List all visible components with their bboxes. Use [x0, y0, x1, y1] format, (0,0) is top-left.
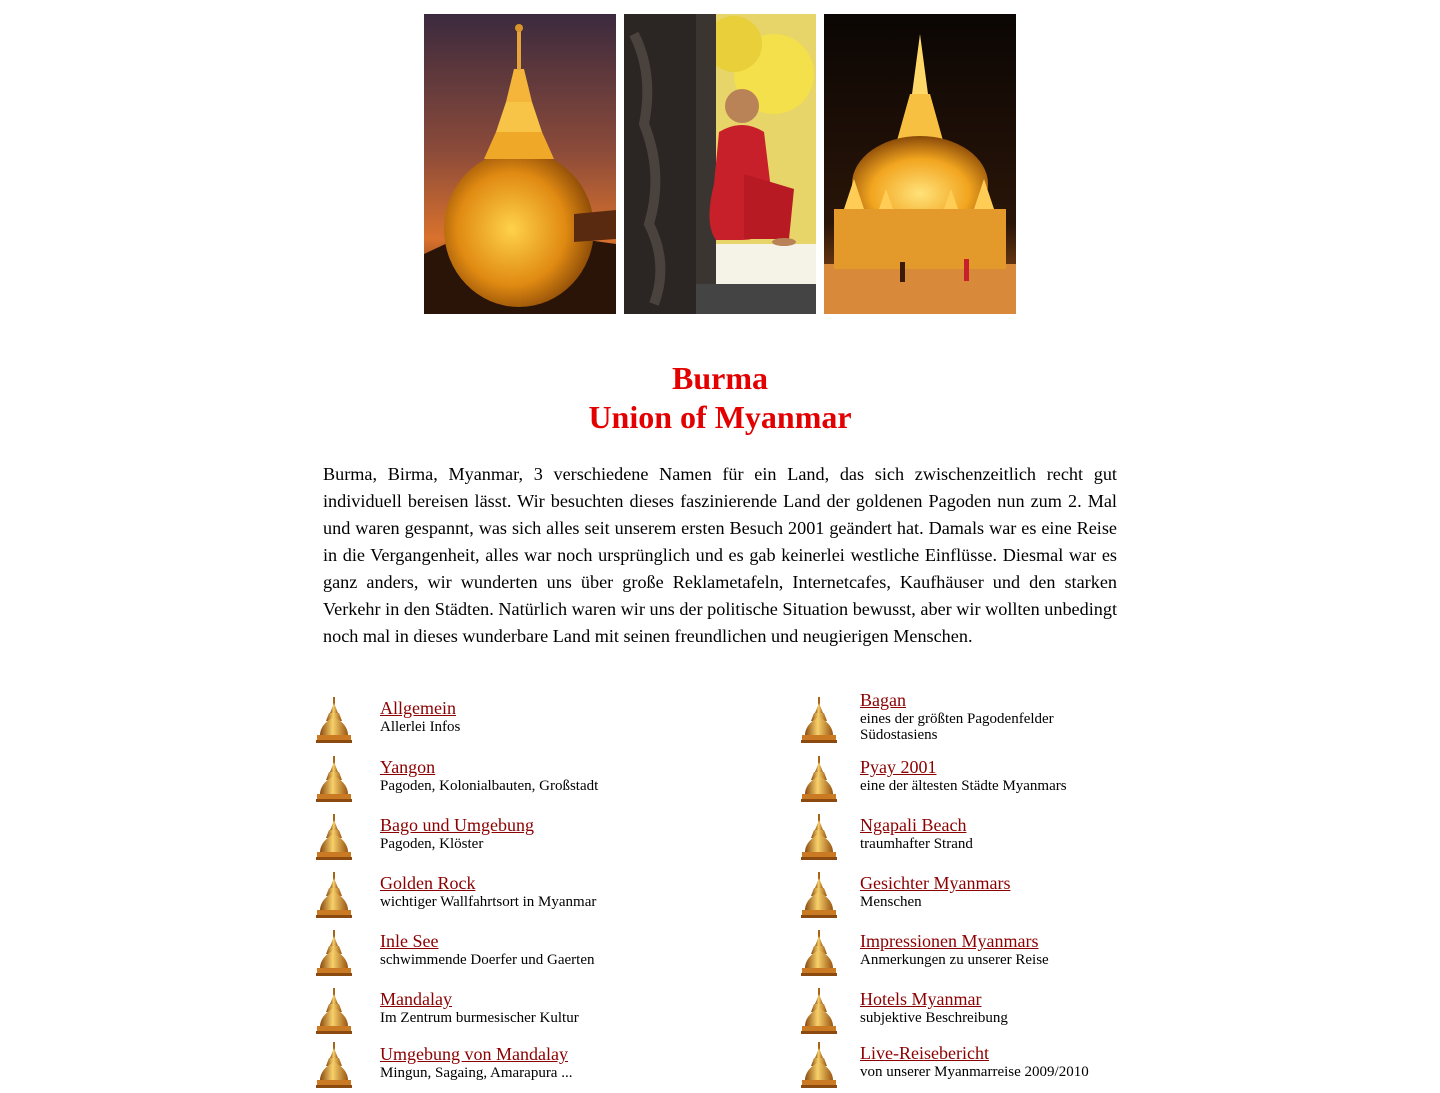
pagoda-icon: [316, 697, 352, 743]
link-description: Pagoden, Kolonialbauten, Großstadt: [380, 778, 599, 794]
pagoda-icon: [316, 814, 352, 860]
link-description: Allerlei Infos: [380, 719, 461, 735]
link-entry-left: [380, 932, 595, 968]
pagoda-icon: [801, 930, 837, 976]
link-entry-right: [860, 1044, 1089, 1080]
page-title: Burma: [672, 360, 768, 396]
pagoda-icon: [316, 872, 352, 918]
pagoda-icon: [801, 988, 837, 1034]
shwedagon-pagoda-photo: [824, 14, 1016, 314]
link-entry-left: [380, 758, 598, 794]
pagoda-icon: [801, 814, 837, 860]
page-subtitle: Union of Myanmar: [588, 399, 852, 435]
link-description: subjektive Beschreibung: [860, 1010, 1008, 1026]
golden-rock-photo: [424, 14, 616, 314]
link-description: eine der ältesten Städte Myanmars: [860, 778, 1067, 794]
link-description: wichtiger Wallfahrtsort in Myanmar: [380, 894, 597, 910]
link-description: von unserer Myanmarreise 2009/2010: [860, 1064, 1089, 1080]
link-entry-right: [860, 990, 1008, 1026]
pagoda-icon: [316, 1042, 352, 1088]
pagoda-icon: [316, 930, 352, 976]
link-entry-left: [380, 816, 534, 852]
link-description: schwimmende Doerfer und Gaerten: [380, 952, 595, 968]
young-monk-photo: [624, 14, 816, 314]
link-entry-right: [860, 816, 973, 852]
photo-banner: [424, 14, 1016, 314]
link-description: Mingun, Sagaing, Amarapura ...: [380, 1065, 573, 1081]
destination-link[interactable]: Live-Reisebericht: [860, 1043, 989, 1063]
pagoda-icon: [801, 1042, 837, 1088]
link-description: Im Zentrum burmesischer Kultur: [380, 1010, 579, 1026]
pagoda-icon: [316, 756, 352, 802]
destination-link[interactable]: Inle See: [380, 931, 439, 951]
link-entry-left: [380, 874, 596, 910]
link-entry-left: [380, 990, 579, 1026]
link-description: traumhafter Strand: [860, 836, 973, 852]
intro-paragraph: Burma, Birma, Myanmar, 3 verschiedene Namen für ein Land, das sich zwischenzeitlich recht gut individuell bereisen lässt. Wir besuchten dieses faszinierende Land der goldenen Pagoden nun zum 2. Mal und waren gespannt, was sich alles seit unserem ersten Besuch 2001 geändert hat. Damals war es eine Reise in die Vergangenheit, alles war noch ursprünglich und es gab keinerlei westliche Einflüsse. Diesmal war es ganz anders, wir wunderten uns über große Reklametafeln, Internetcafes, Kaufhäuser und den starken Verkehr in den Städten. Natürlich waren wir uns der politische Situation bewusst, aber wir wollten unbedingt noch mal in dieses wunderbare Land mit seinen freundlichen und neugierigen Menschen.: [323, 464, 1117, 646]
link-entry-right: [860, 758, 1067, 794]
pagoda-icon: [801, 872, 837, 918]
destination-link[interactable]: Yangon: [380, 757, 436, 777]
destination-link[interactable]: Gesichter Myanmars: [860, 873, 1011, 893]
destination-link[interactable]: Impressionen Myanmars: [860, 931, 1039, 951]
link-description: Menschen: [860, 894, 922, 910]
destination-link[interactable]: Bago und Umgebung: [380, 815, 534, 835]
destination-link[interactable]: Bagan: [860, 690, 906, 710]
link-description: Pagoden, Klöster: [380, 836, 484, 852]
pagoda-icon: [801, 756, 837, 802]
destination-link[interactable]: Golden Rock: [380, 873, 476, 893]
destination-link[interactable]: Pyay 2001: [860, 757, 937, 777]
pagoda-icon: [801, 697, 837, 743]
pagoda-icon: [316, 988, 352, 1034]
link-entry-right: [860, 691, 1100, 743]
link-description: eines der größten Pagodenfelder Südostasiens: [860, 711, 1054, 743]
link-entry-right: [860, 932, 1049, 968]
destination-link[interactable]: Umgebung von Mandalay: [380, 1044, 568, 1064]
destination-link[interactable]: Ngapali Beach: [860, 815, 967, 835]
link-description: Anmerkungen zu unserer Reise: [860, 952, 1049, 968]
destination-link[interactable]: Mandalay: [380, 989, 452, 1009]
link-entry-left: [380, 699, 460, 735]
link-entry-left: [380, 1045, 572, 1081]
destination-link[interactable]: Allgemein: [380, 698, 456, 718]
link-entry-right: [860, 874, 1010, 910]
destination-link[interactable]: Hotels Myanmar: [860, 989, 982, 1009]
